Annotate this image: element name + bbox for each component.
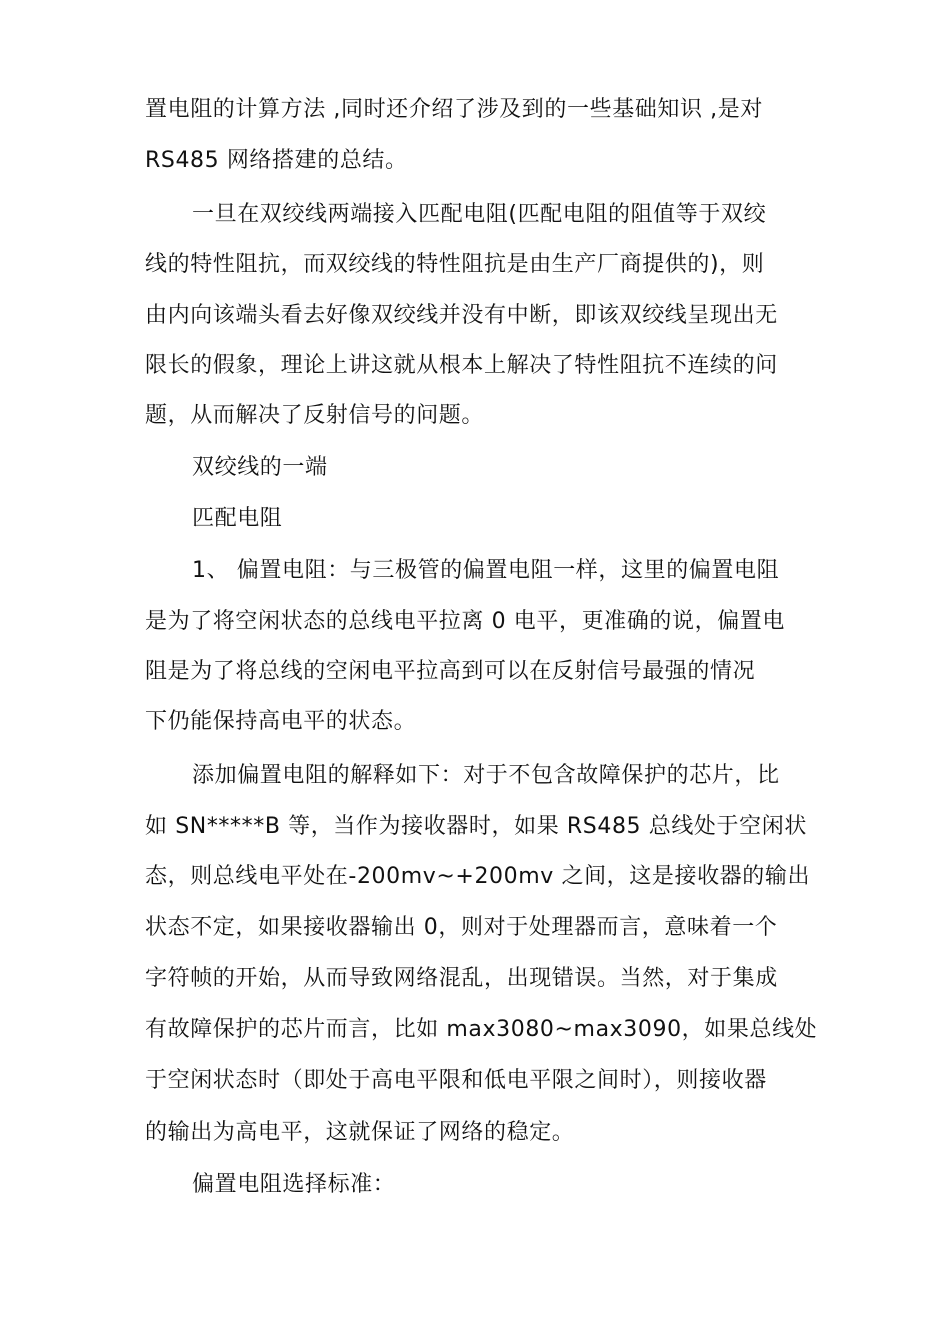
text-line: 有故障保护的芯片而言，比如 max3080~max3090，如果总线处	[145, 1017, 818, 1042]
paragraph-first-line: 一旦在双绞线两端接入匹配电阻(匹配电阻的阻值等于双绞	[192, 202, 767, 227]
text-line: 线的特性阻抗，而双绞线的特性阻抗是由生产厂商提供的)，则	[145, 252, 765, 277]
text-line: 题，从而解决了反射信号的问题。	[145, 403, 485, 428]
text-line: 于空闲状态时（即处于高电平限和低电平限之间时），则接收器	[145, 1068, 767, 1093]
text-line: 下仍能保持高电平的状态。	[145, 709, 417, 734]
figure-label-twisted-pair-end: 双绞线的一端	[192, 455, 328, 480]
text-line: RS485 网络搭建的总结。	[145, 148, 408, 173]
text-line: 阻是为了将总线的空闲电平拉高到可以在反射信号最强的情况	[145, 659, 756, 684]
paragraph-first-line: 添加偏置电阻的解释如下：对于不包含故障保护的芯片，比	[192, 763, 780, 788]
text-line: 态，则总线电平处在-200mv~+200mv 之间，这是接收器的输出	[145, 864, 811, 889]
text-line: 是为了将空闲状态的总线电平拉离 0 电平，更准确的说，偏置电	[145, 609, 785, 634]
figure-label-matching-resistor: 匹配电阻	[192, 506, 283, 531]
text-line: 如 SN*****B 等，当作为接收器时，如果 RS485 总线处于空闲状	[145, 814, 807, 839]
text-line: 限长的假象，理论上讲这就从根本上解决了特性阻抗不连续的问	[145, 353, 778, 378]
text-line: 置电阻的计算方法 ,同时还介绍了涉及到的一些基础知识 ,是对	[145, 97, 763, 122]
text-line: 的输出为高电平，这就保证了网络的稳定。	[145, 1120, 575, 1145]
numbered-item-bias-resistor: 1、 偏置电阻：与三极管的偏置电阻一样，这里的偏置电阻	[192, 558, 780, 583]
text-line: 状态不定，如果接收器输出 0，则对于处理器而言，意味着一个	[145, 915, 778, 940]
section-heading-bias-resistor-criteria: 偏置电阻选择标准：	[192, 1172, 396, 1197]
text-line: 字符帧的开始，从而导致网络混乱，出现错误。当然，对于集成	[145, 966, 778, 991]
text-line: 由内向该端头看去好像双绞线并没有中断，即该双绞线呈现出无	[145, 303, 778, 328]
